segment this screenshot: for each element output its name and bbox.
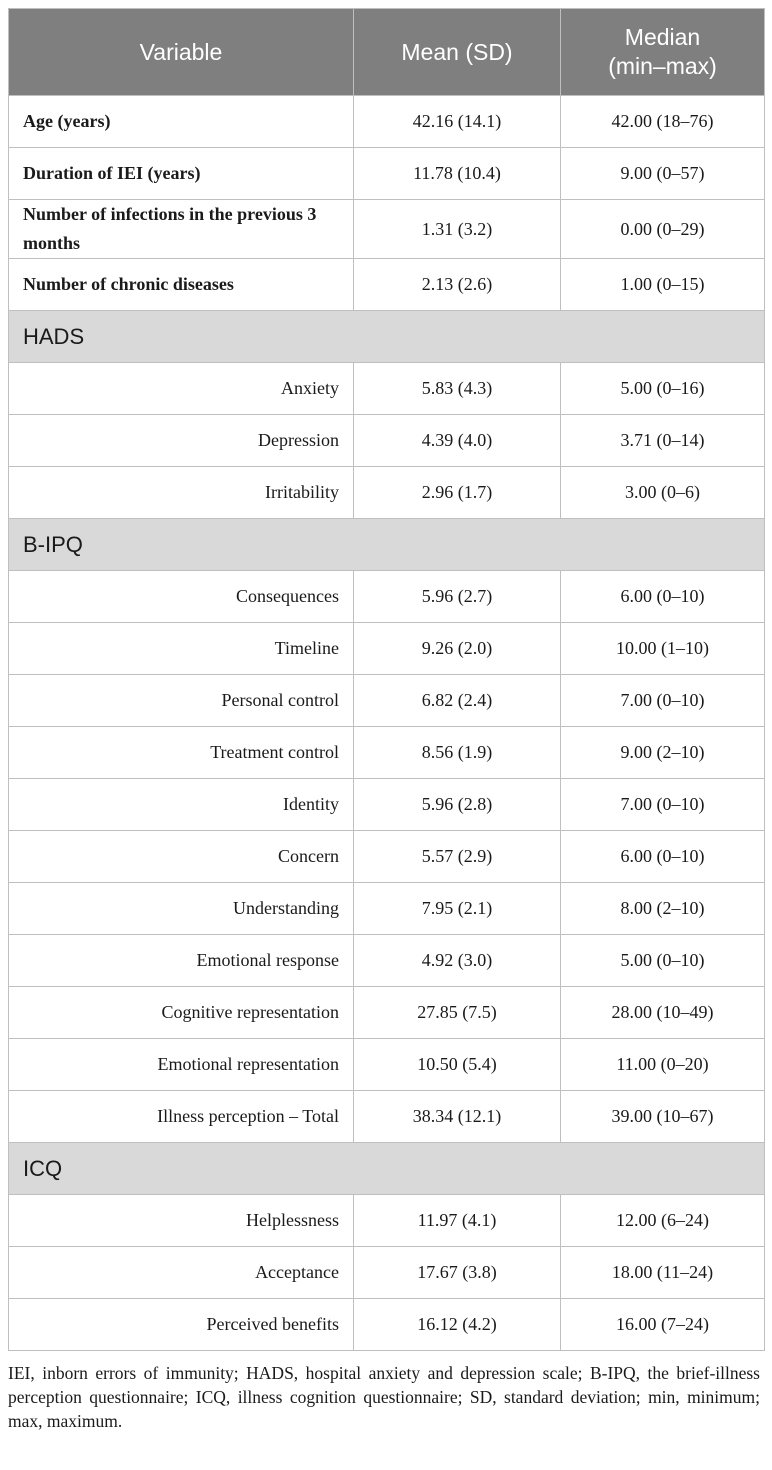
median-range-value: 3.00 (0–6)	[561, 467, 765, 519]
mean-sd-value: 9.26 (2.0)	[354, 623, 561, 675]
mean-sd-value: 5.96 (2.8)	[354, 779, 561, 831]
table-row	[9, 363, 765, 415]
mean-sd-value: 42.16 (14.1)	[354, 96, 561, 148]
table-row	[9, 935, 765, 987]
mean-sd-value: 5.83 (4.3)	[354, 363, 561, 415]
mean-sd-value: 2.96 (1.7)	[354, 467, 561, 519]
median-range-value: 10.00 (1–10)	[561, 623, 765, 675]
row-label: Identity	[9, 779, 354, 831]
mean-sd-value: 38.34 (12.1)	[354, 1091, 561, 1143]
row-label: Treatment control	[9, 727, 354, 779]
section-header-row	[9, 519, 765, 571]
median-range-value: 42.00 (18–76)	[561, 96, 765, 148]
row-label: Personal control	[9, 675, 354, 727]
header-median-range	[561, 9, 765, 96]
mean-sd-value: 1.31 (3.2)	[354, 200, 561, 259]
table-row	[9, 779, 765, 831]
row-label: Number of infections in the previous 3 months	[9, 200, 354, 259]
median-range-value: 1.00 (0–15)	[561, 259, 765, 311]
table-row	[9, 883, 765, 935]
table-row	[9, 831, 765, 883]
row-label: Helplessness	[9, 1195, 354, 1247]
table-row	[9, 96, 765, 148]
section-title: B-IPQ	[9, 519, 765, 571]
table-row	[9, 571, 765, 623]
row-label: Duration of IEI (years)	[9, 148, 354, 200]
median-range-value: 6.00 (0–10)	[561, 571, 765, 623]
row-label: Perceived benefits	[9, 1299, 354, 1351]
mean-sd-value: 27.85 (7.5)	[354, 987, 561, 1039]
header-variable: Variable	[9, 9, 354, 96]
table-row	[9, 727, 765, 779]
header-mean-sd: Mean (SD)	[354, 9, 561, 96]
row-label: Concern	[9, 831, 354, 883]
section-title: HADS	[9, 311, 765, 363]
median-range-value: 3.71 (0–14)	[561, 415, 765, 467]
table-row	[9, 1039, 765, 1091]
row-label: Illness perception – Total	[9, 1091, 354, 1143]
median-range-value: 7.00 (0–10)	[561, 675, 765, 727]
mean-sd-value: 16.12 (4.2)	[354, 1299, 561, 1351]
mean-sd-value: 17.67 (3.8)	[354, 1247, 561, 1299]
row-label: Consequences	[9, 571, 354, 623]
median-range-value: 5.00 (0–10)	[561, 935, 765, 987]
median-range-value: 9.00 (0–57)	[561, 148, 765, 200]
section-header-row	[9, 1143, 765, 1195]
row-label: Number of chronic diseases	[9, 259, 354, 311]
table-row	[9, 1091, 765, 1143]
mean-sd-value: 11.78 (10.4)	[354, 148, 561, 200]
row-label: Anxiety	[9, 363, 354, 415]
median-range-value: 9.00 (2–10)	[561, 727, 765, 779]
mean-sd-value: 5.96 (2.7)	[354, 571, 561, 623]
median-range-value: 6.00 (0–10)	[561, 831, 765, 883]
table-row	[9, 200, 765, 259]
median-range-value: 12.00 (6–24)	[561, 1195, 765, 1247]
header-row	[9, 9, 765, 96]
header-median-text: Median (min–max)	[608, 24, 717, 79]
row-label: Emotional representation	[9, 1039, 354, 1091]
row-label: Irritability	[9, 467, 354, 519]
section-header-row	[9, 311, 765, 363]
mean-sd-value: 8.56 (1.9)	[354, 727, 561, 779]
table-row	[9, 1247, 765, 1299]
median-range-value: 16.00 (7–24)	[561, 1299, 765, 1351]
table-row	[9, 259, 765, 311]
descriptive-statistics-table	[8, 8, 765, 1351]
table-body	[9, 96, 765, 1351]
row-label: Acceptance	[9, 1247, 354, 1299]
table-footnote: IEI, inborn errors of immunity; HADS, hospital anxiety and depression scale; B-IPQ, the brief-illness perception questionnaire; ICQ, illness cognition questionnaire; SD, standard deviation; min, minimum; max, maximum.	[8, 1363, 760, 1431]
mean-sd-value: 2.13 (2.6)	[354, 259, 561, 311]
median-range-value: 28.00 (10–49)	[561, 987, 765, 1039]
mean-sd-value: 6.82 (2.4)	[354, 675, 561, 727]
row-label: Emotional response	[9, 935, 354, 987]
table-row	[9, 148, 765, 200]
table-row	[9, 1195, 765, 1247]
table-row	[9, 987, 765, 1039]
table-row	[9, 467, 765, 519]
row-label: Age (years)	[9, 96, 354, 148]
table-container	[8, 8, 764, 1433]
table-row	[9, 675, 765, 727]
median-range-value: 39.00 (10–67)	[561, 1091, 765, 1143]
table-row	[9, 1299, 765, 1351]
mean-sd-value: 4.92 (3.0)	[354, 935, 561, 987]
median-range-value: 5.00 (0–16)	[561, 363, 765, 415]
mean-sd-value: 5.57 (2.9)	[354, 831, 561, 883]
row-label: Depression	[9, 415, 354, 467]
median-range-value: 8.00 (2–10)	[561, 883, 765, 935]
row-label: Understanding	[9, 883, 354, 935]
row-label: Timeline	[9, 623, 354, 675]
median-range-value: 11.00 (0–20)	[561, 1039, 765, 1091]
mean-sd-value: 11.97 (4.1)	[354, 1195, 561, 1247]
mean-sd-value: 7.95 (2.1)	[354, 883, 561, 935]
median-range-value: 7.00 (0–10)	[561, 779, 765, 831]
mean-sd-value: 4.39 (4.0)	[354, 415, 561, 467]
median-range-value: 18.00 (11–24)	[561, 1247, 765, 1299]
mean-sd-value: 10.50 (5.4)	[354, 1039, 561, 1091]
table-row	[9, 623, 765, 675]
row-label: Cognitive representation	[9, 987, 354, 1039]
section-title: ICQ	[9, 1143, 765, 1195]
median-range-value: 0.00 (0–29)	[561, 200, 765, 259]
table-header	[9, 9, 765, 96]
table-row	[9, 415, 765, 467]
